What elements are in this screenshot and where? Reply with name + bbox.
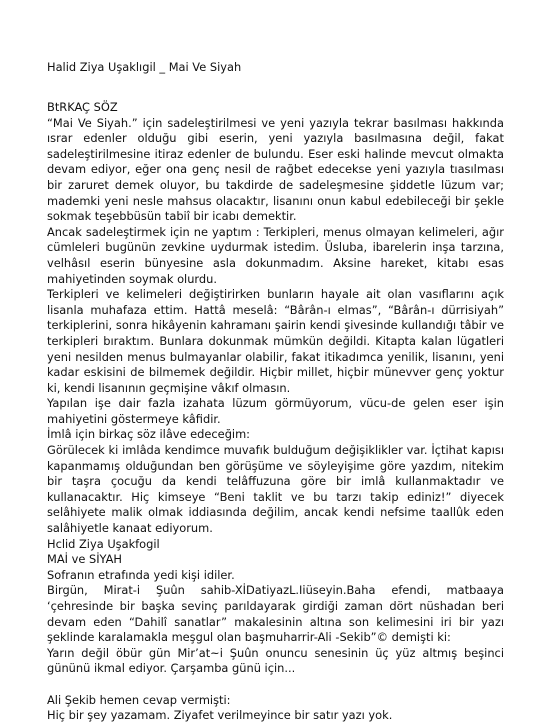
paragraph: Yapılan işe dair fazla izahata lüzum görmüyorum, vücu-de gelen eser işin mahiyetini göstermeye kâfidir. xyxy=(47,396,504,426)
paragraph: Terkipleri ve kelimeleri değiştirirken bunların hayale ait olan vasıflarını açık lisanla muhafaza ettim. Hattâ meselâ: “Bârân-ı elmas”, “Bârân-ı dürrisiyah” terkiplerini, sonra hikâyenin kahramanı şairin kendi şivesinde kullandığı tâbir ve terkipleri bıraktım. Bunlara dokunmak mümkün değildi. Kitapta kalan lügatleri yeni nesilden menus bulmayanlar olabilir, fakat itikadımca yenilik, lisanını, yeni kadar eskisini de bilmemek değildir. Hiçbir millet, hiçbir münevver genç yoktur ki, kendi lisanının geçmişine vâkıf olmasın. xyxy=(47,287,504,395)
paragraph: “Mai Ve Siyah.” için sadeleştirilmesi ve yeni yazıyla tekrar basılması hakkında ısrar edenler olduğu gibi eserin, yeni yazıyla basılmasına değil, fakat sadeleştirilmesine itiraz edenler de bulundu. Eser eski halinde mevcut olmakta devam ediyor, eğer ona genç nesil de rağbet edecekse yeni yazıyla tıasılması bir zaruret demek oluyor, bu takdirde de sadeleşmesine şiddetle lüzum var; mademki yeni nesle mahsus olacaktır, lisanını onun kabul edebileceği bir şekle sokmak teşebbüsün tabiî bir icabı demektir. xyxy=(47,115,504,224)
paragraph: Görülecek ki imlâda kendimce muvafık bulduğum değişiklikler var. İçtihat kapısı kapanmamış olduğundan ben görüşüme ve söyleyişime göre yazdım, nitekim bir taşra çocuğu da kendi telâffuzuna göre bir imlâ kullanmaktadır ve kullanacaktır. Hiç kimseye “Beni taklit ve bu tarzı takip ediniz!” diyecek selâhiyete malik olmak iddiasında değilim, ancak kendi nefsime taallûk eden salâhiyetle kanaat ediyorum. xyxy=(47,443,504,536)
document-body xyxy=(47,100,504,724)
paragraph: Birgün, Mirat-i Şuûn sahib-XİDatiyazL.Iiüseyin.Baha efendi, matbaaya ‘çehresinde bir başka sevinç parıldayarak girdiği zaman dört nüshadan beri devam eden “Dahilî sanatlar” makalesinin altına son kelimesini iri bir yazı şeklinde karalamakla meşgul olan başmuharrir-Ali -Sekib”© demişti ki: xyxy=(47,583,504,645)
paragraph: Hiç bir şey yazamam. Ziyafet verilmeyince bir satır yazı yok. xyxy=(47,708,393,723)
section-heading: BtRKAÇ SÖZ xyxy=(47,100,118,114)
paragraph: Ancak sadeleştirmek için ne yaptım : Terkipleri, menus olmayan kelimeleri, ağır cümleleri bugünün zevkine uydurmak istedim. Üsluba, ibarelerin inşa tarzına, velhâsıl eserin bünyesine asla dokunmadım. Aksine hareket, kitabı esas mahiyetinden soymak olurdu. xyxy=(47,224,504,286)
paragraph-gap xyxy=(47,677,504,693)
book-title-line: MAİ ve SİYAH xyxy=(47,552,122,567)
author-signature-line: Hclid Ziya Uşakfogil xyxy=(47,536,160,551)
paragraph: Ali Şekib hemen cevap vermişti: xyxy=(47,692,231,707)
paragraph: Sofranın etrafında yedi kişi idiler. xyxy=(47,567,235,582)
paragraph: Yarın değil öbür gün Mir’at~i Şuûn onuncu senesinin üç yüz altmış beşinci gününü ikmal ediyor. Çarşamba günü için... xyxy=(47,645,504,676)
document-title: Halid Ziya Uşaklıgil _ Mai Ve Siyah xyxy=(47,60,242,74)
paragraph: İmlâ için birkaç söz ilâve edeceğim: xyxy=(47,427,251,442)
